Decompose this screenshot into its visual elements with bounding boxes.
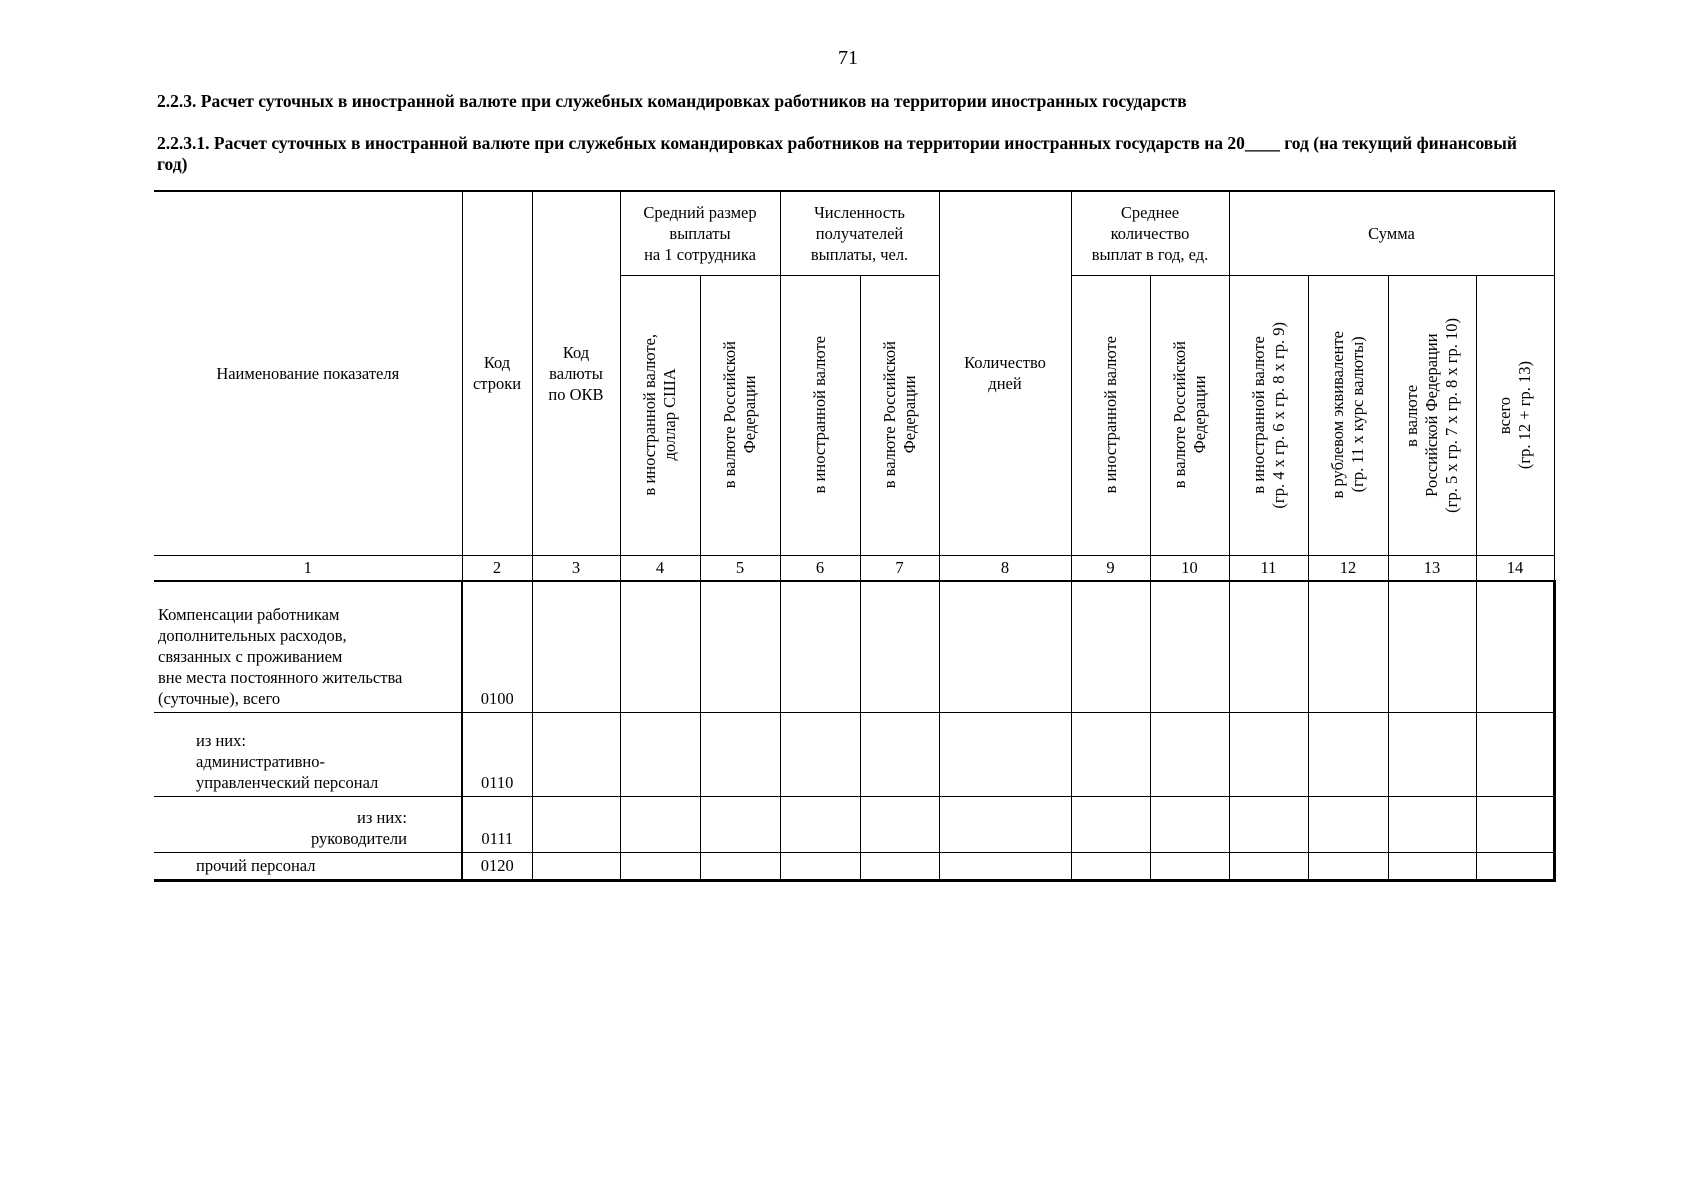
row-code: 0120 [462,853,532,881]
input-cell[interactable] [780,713,860,797]
input-cell[interactable] [780,797,860,853]
input-cell[interactable] [1071,797,1150,853]
header-avg-count-foreign: в иностранной валюте [1100,336,1120,494]
input-cell[interactable] [1476,581,1554,713]
input-cell[interactable] [620,581,700,713]
header-row-code: Код строки [462,191,532,555]
input-cell[interactable] [532,713,620,797]
header-days: Количество дней [939,191,1071,555]
input-cell[interactable] [860,797,939,853]
input-cell[interactable] [1150,853,1229,881]
column-number: 8 [939,555,1071,581]
input-cell[interactable] [1308,797,1388,853]
input-cell[interactable] [1150,797,1229,853]
header-avg-count: Среднее количество выплат в год, ед. [1071,191,1229,275]
input-cell[interactable] [1150,581,1229,713]
input-cell[interactable] [1229,797,1308,853]
header-sum-rub-equiv: в рублевом эквиваленте (гр. 11 х курс валюты) [1328,331,1367,499]
input-cell[interactable] [1388,853,1476,881]
header-recipients-rub: в валюте Российской Федерации [879,341,919,489]
input-cell[interactable] [939,713,1071,797]
table-row [154,581,1554,713]
input-cell[interactable] [620,853,700,881]
row-code: 0100 [462,581,532,713]
input-cell[interactable] [532,581,620,713]
input-cell[interactable] [620,713,700,797]
input-cell[interactable] [939,581,1071,713]
row-code: 0111 [462,797,532,853]
input-cell[interactable] [700,853,780,881]
header-sum: Сумма [1229,191,1554,275]
input-cell[interactable] [780,581,860,713]
column-number: 7 [860,555,939,581]
header-name: Наименование показателя [154,191,462,555]
table-row [154,853,1554,881]
input-cell[interactable] [700,713,780,797]
row-label: из них: руководители [154,797,462,853]
input-cell[interactable] [860,581,939,713]
input-cell[interactable] [700,581,780,713]
input-cell[interactable] [700,797,780,853]
input-cell[interactable] [939,853,1071,881]
row-label: из них: административно- управленческий персонал [154,713,462,797]
header-sum-total: всего (гр. 12 + гр. 13) [1495,360,1534,470]
input-cell[interactable] [1476,797,1554,853]
input-cell[interactable] [1476,853,1554,881]
column-number: 10 [1150,555,1229,581]
input-cell[interactable] [860,713,939,797]
input-cell[interactable] [939,797,1071,853]
column-number: 9 [1071,555,1150,581]
input-cell[interactable] [1071,581,1150,713]
input-cell[interactable] [1229,581,1308,713]
row-label: Компенсации работникам дополнительных расходов, связанных с проживанием вне места постоянного жительства (суточные), всего [154,581,462,713]
section-heading: 2.2.3. Расчет суточных в иностранной валюте при служебных командировках работников на территории иностранных государств [157,91,1187,111]
column-number: 11 [1229,555,1308,581]
column-number: 2 [462,555,532,581]
column-number: 5 [700,555,780,581]
input-cell[interactable] [1071,713,1150,797]
row-label: прочий персонал [154,853,462,881]
column-number: 6 [780,555,860,581]
row-code: 0110 [462,713,532,797]
input-cell[interactable] [1150,713,1229,797]
column-number: 14 [1476,555,1554,581]
header-sum-rub: в валюте Российской Федерации (гр. 5 х гр. 7 х гр. 8 х гр. 10) [1402,317,1461,513]
column-number: 3 [532,555,620,581]
input-cell[interactable] [1388,581,1476,713]
header-sum-foreign: в иностранной валюте (гр. 4 х гр. 6 х гр. 8 х гр. 9) [1248,321,1288,509]
header-avg-count-rub: в валюте Российской Федерации [1169,341,1209,489]
input-cell[interactable] [1071,853,1150,881]
column-number: 13 [1388,555,1476,581]
subsection-heading: 2.2.3.1. Расчет суточных в иностранной валюте при служебных командировках работников на территории иностранных государств на 20____ год (на текущий финансовый год) [157,133,1517,174]
input-cell[interactable] [532,853,620,881]
input-cell[interactable] [860,853,939,881]
per-diem-table [154,190,1556,882]
page-number: 71 [838,47,858,69]
column-number-row [154,555,1554,581]
table-row [154,713,1554,797]
column-number: 1 [154,555,462,581]
input-cell[interactable] [1308,581,1388,713]
input-cell[interactable] [1388,797,1476,853]
table-row [154,797,1554,853]
input-cell[interactable] [1229,853,1308,881]
input-cell[interactable] [1308,853,1388,881]
header-recipients: Численность получателей выплаты, чел. [780,191,939,275]
input-cell[interactable] [1388,713,1476,797]
input-cell[interactable] [780,853,860,881]
column-number: 4 [620,555,700,581]
input-cell[interactable] [1476,713,1554,797]
header-avg-payment-rub: в валюте Российской Федерации [720,341,759,489]
input-cell[interactable] [1308,713,1388,797]
input-cell[interactable] [532,797,620,853]
header-avg-payment-foreign: в иностранной валюте, доллар США [640,334,679,496]
header-recipients-foreign: в иностранной валюте [810,336,829,494]
header-avg-payment: Средний размер выплаты на 1 сотрудника [620,191,780,275]
header-currency-code: Код валюты по ОКВ [532,191,620,555]
input-cell[interactable] [1229,713,1308,797]
input-cell[interactable] [620,797,700,853]
column-number: 12 [1308,555,1388,581]
